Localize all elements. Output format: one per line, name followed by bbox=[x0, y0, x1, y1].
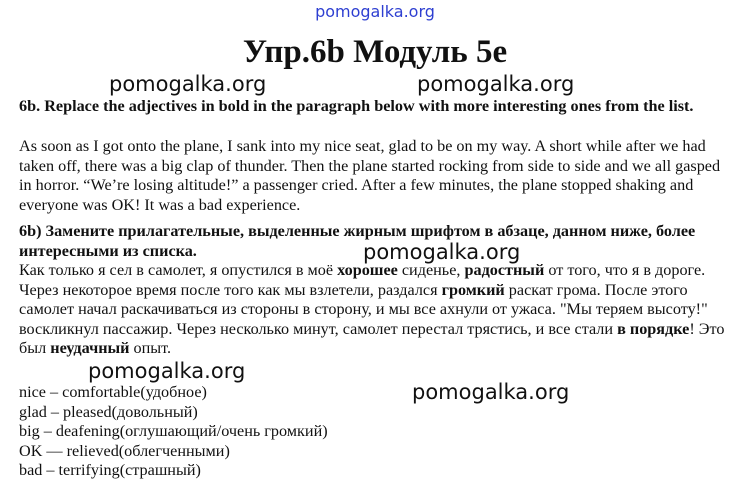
list-item: OK — relieved(облегченными) bbox=[19, 441, 230, 460]
bold-adjective: радостный bbox=[464, 261, 545, 279]
page-title: Упр.6b Модуль 5е bbox=[242, 34, 508, 70]
exercise-paragraph-ru bbox=[19, 261, 731, 359]
watermark: pomogalka.org bbox=[412, 380, 570, 404]
list-item: glad – pleased(довольный) bbox=[19, 402, 198, 421]
list-item: big – deafening(оглушающий/очень громкий) bbox=[19, 422, 328, 440]
watermark: pomogalka.org bbox=[417, 72, 575, 96]
watermark: pomogalka.org bbox=[109, 72, 267, 96]
text-segment: раскат грома. После этого самолет начал раскачиваться из стороны в сторону, и мы все ахнули от ужаса. "Мы теряем высоту!" воскликнул пассажир. Через несколько минут, самолет перестал трястись, и все стали bbox=[19, 280, 708, 338]
exercise-heading-ru: 6b) Замените прилагательные, выделенные жирным шрифтом в абзаце, данном ниже, более интересными из списка. bbox=[19, 222, 696, 260]
list-item: bad – terrifying(страшный) bbox=[19, 461, 201, 479]
text-segment: сиденье, bbox=[397, 261, 465, 279]
text-segment: от того, что я в дороге. Через некоторое время после того как мы взлетели, раздался bbox=[19, 261, 706, 299]
bold-adjective: в порядке bbox=[617, 319, 690, 338]
watermark: pomogalka.org bbox=[363, 240, 521, 264]
bold-adjective: хорошее bbox=[337, 261, 398, 279]
text-segment: опыт. bbox=[129, 339, 172, 357]
watermark-top: pomogalka.org bbox=[315, 2, 435, 21]
list-item: nice – comfortable(удобное) bbox=[19, 383, 207, 401]
bold-adjective: неудачный bbox=[50, 339, 130, 357]
text-segment: ! Это был bbox=[19, 319, 725, 357]
watermark: pomogalka.org bbox=[88, 359, 246, 383]
bold-adjective: громкий bbox=[441, 280, 505, 299]
exercise-heading-en: 6b. Replace the adjectives in bold in the paragraph below with more interesting ones from the list. bbox=[19, 97, 694, 115]
vocabulary-list bbox=[19, 383, 328, 481]
text-segment: Как только я сел в самолет, я опустился в моё bbox=[19, 261, 338, 279]
exercise-paragraph-en: As soon as I got onto the plane, I sank into my nice seat, glad to be on my way. A short while after we had taken off, there was a big clap of thunder. Then the plane started rocking from side to side and we all gasped in horror. “We’re losing altitude!” a passenger cried. After a few minutes, the plane stopped shaking and everyone was OK! It was a bad experience. bbox=[19, 137, 721, 214]
